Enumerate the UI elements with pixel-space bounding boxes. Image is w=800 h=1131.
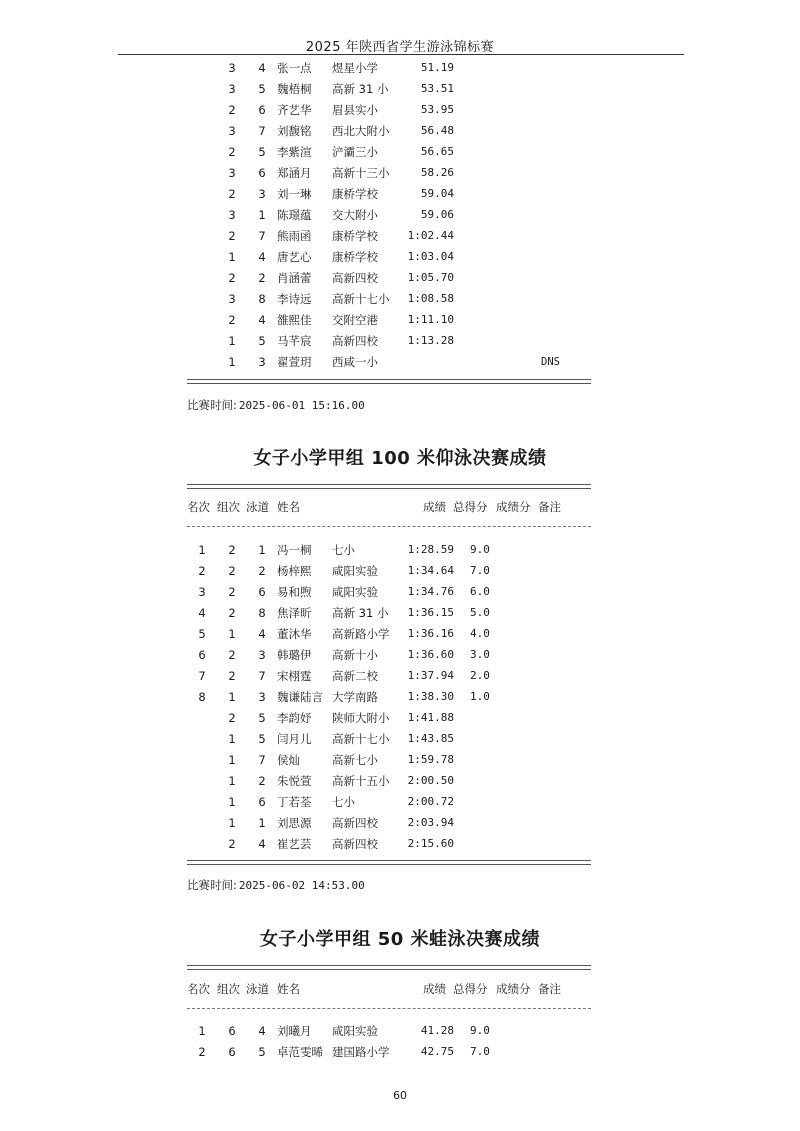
athlete-name: 郑涵月 (277, 166, 312, 180)
result-time: 1:28.59 (407, 543, 454, 556)
lane: 5 (258, 711, 266, 725)
lane: 1 (258, 543, 266, 557)
lane: 5 (258, 334, 266, 348)
lane: 1 (258, 816, 266, 830)
col-total: 总得分 (453, 500, 488, 514)
athlete-name: 董沐华 (277, 627, 312, 641)
athlete-name: 侯灿 (277, 753, 300, 767)
points: 9.0 (470, 543, 490, 556)
points: 1.0 (470, 690, 490, 703)
lane: 2 (258, 564, 266, 578)
group: 1 (228, 795, 236, 809)
table-row (0, 813, 800, 833)
page-number: 60 (393, 1089, 407, 1102)
lane: 4 (258, 837, 266, 851)
table-end-rule (187, 379, 591, 384)
group: 1 (228, 753, 236, 767)
header-rule (118, 54, 684, 55)
points: 3.0 (470, 648, 490, 661)
race-time (187, 397, 365, 413)
athlete-name: 刘曦月 (277, 1024, 312, 1038)
lane: 3 (258, 187, 266, 201)
table-row (0, 226, 800, 246)
table-row (0, 310, 800, 330)
group: 2 (228, 711, 236, 725)
athlete-name: 魏谦陆言 (277, 690, 323, 704)
table-row (0, 79, 800, 99)
table-row (0, 100, 800, 120)
table-row (0, 771, 800, 791)
section-title: 女子小学甲组 100 米仰泳决赛成绩 (253, 448, 547, 469)
group: 3 (228, 124, 236, 138)
group: 2 (228, 543, 236, 557)
group: 6 (228, 1024, 236, 1038)
school: 高新七小 (332, 753, 378, 767)
table-row (0, 142, 800, 162)
athlete-name: 李韵妤 (277, 711, 312, 725)
school: 高新四校 (332, 334, 378, 348)
rank: 6 (198, 648, 206, 662)
school: 交大附小 (332, 208, 378, 222)
athlete-name: 刘思源 (277, 816, 312, 830)
athlete-name: 肖涵蕾 (277, 271, 312, 285)
result-time: 53.95 (420, 103, 454, 116)
table-row (0, 331, 800, 351)
points: 7.0 (470, 564, 490, 577)
table-row (0, 58, 800, 78)
result-time: 1:59.78 (407, 753, 454, 766)
column-headers (0, 979, 800, 999)
school: 大学南路 (332, 690, 378, 704)
group: 2 (228, 606, 236, 620)
group: 2 (228, 648, 236, 662)
table-row (0, 729, 800, 749)
school: 高新 31 小 (332, 82, 389, 96)
result-time: 41.28 (420, 1024, 454, 1037)
group: 1 (228, 816, 236, 830)
lane: 4 (258, 313, 266, 327)
athlete-name: 崔艺芸 (277, 837, 312, 851)
col-lane: 泳道 (246, 500, 269, 514)
athlete-name: 冯一桐 (277, 543, 312, 557)
table-row (0, 121, 800, 141)
rank: 2 (198, 1045, 206, 1059)
rank: 4 (198, 606, 206, 620)
group: 3 (228, 292, 236, 306)
school: 高新四校 (332, 837, 378, 851)
result-time: 58.26 (420, 166, 454, 179)
rank: 8 (198, 690, 206, 704)
lane: 6 (258, 103, 266, 117)
group: 1 (228, 732, 236, 746)
group: 3 (228, 61, 236, 75)
col-name: 姓名 (277, 500, 300, 514)
athlete-name: 雒熙佳 (277, 313, 312, 327)
result-time: 1:38.30 (407, 690, 454, 703)
group: 1 (228, 355, 236, 369)
school: 七小 (332, 543, 355, 557)
lane: 5 (258, 145, 266, 159)
school: 高新四校 (332, 816, 378, 830)
rank: 2 (198, 564, 206, 578)
school: 高新 31 小 (332, 606, 389, 620)
athlete-name: 卓范雯晞 (277, 1045, 323, 1059)
rank: 5 (198, 627, 206, 641)
school: 眉县实小 (332, 103, 378, 117)
lane: 5 (258, 1045, 266, 1059)
athlete-name: 熊雨函 (277, 229, 312, 243)
lane: 4 (258, 61, 266, 75)
school: 康桥学校 (332, 250, 378, 264)
group: 3 (228, 166, 236, 180)
athlete-name: 易和煦 (277, 585, 312, 599)
athlete-name: 刘一琳 (277, 187, 312, 201)
lane: 3 (258, 355, 266, 369)
table-row (0, 352, 800, 372)
table-row (0, 834, 800, 854)
lane: 8 (258, 292, 266, 306)
col-note: 备注 (538, 500, 561, 514)
group: 1 (228, 334, 236, 348)
school: 煜星小学 (332, 61, 378, 75)
note: DNS (541, 356, 560, 368)
lane: 4 (258, 1024, 266, 1038)
result-time: 2:15.60 (407, 837, 454, 850)
athlete-name: 刘馥铭 (277, 124, 312, 138)
result-time: 1:36.60 (407, 648, 454, 661)
table-row (0, 750, 800, 770)
school: 高新路小学 (332, 627, 390, 641)
section-title: 女子小学甲组 50 米蛙泳决赛成绩 (259, 929, 541, 950)
competition-title: 2025 年陕西省学生游泳锦标赛 (305, 40, 495, 55)
column-headers (0, 497, 800, 517)
table-row (0, 582, 800, 602)
lane: 6 (258, 585, 266, 599)
athlete-name: 翟萱玥 (277, 355, 312, 369)
result-time: 53.51 (420, 82, 454, 95)
table-row (0, 268, 800, 288)
rank: 3 (198, 585, 206, 599)
lane: 4 (258, 250, 266, 264)
group: 2 (228, 145, 236, 159)
result-time: 1:43.85 (407, 732, 454, 745)
group: 3 (228, 208, 236, 222)
group: 2 (228, 271, 236, 285)
lane: 4 (258, 627, 266, 641)
table-top-rule (187, 965, 591, 970)
athlete-name: 李诗远 (277, 292, 312, 306)
result-time: 1:08.58 (407, 292, 454, 305)
col-score: 成绩分 (496, 500, 531, 514)
athlete-name: 唐艺心 (277, 250, 312, 264)
group: 1 (228, 627, 236, 641)
result-time: 1:03.04 (407, 250, 454, 263)
lane: 6 (258, 795, 266, 809)
result-time: 56.65 (420, 145, 454, 158)
result-time: 51.19 (420, 61, 454, 74)
col-lane: 泳道 (246, 982, 269, 996)
school: 咸阳实验 (332, 564, 378, 578)
group: 2 (228, 229, 236, 243)
points: 4.0 (470, 627, 490, 640)
group: 3 (228, 82, 236, 96)
group: 2 (228, 669, 236, 683)
group: 2 (228, 313, 236, 327)
athlete-name: 马芊宸 (277, 334, 312, 348)
result-time: 1:11.10 (407, 313, 454, 326)
athlete-name: 陈璟蕴 (277, 208, 312, 222)
athlete-name: 韩璐伊 (277, 648, 312, 662)
col-time: 成绩 (423, 500, 446, 514)
table-row (0, 666, 800, 686)
group: 2 (228, 585, 236, 599)
athlete-name: 李紫渲 (277, 145, 312, 159)
group: 1 (228, 250, 236, 264)
school: 咸阳实验 (332, 585, 378, 599)
result-time: 1:36.16 (407, 627, 454, 640)
header-rule (187, 1008, 591, 1009)
athlete-name: 魏梧桐 (277, 82, 312, 96)
result-time: 1:41.88 (407, 711, 454, 724)
school: 咸阳实验 (332, 1024, 378, 1038)
result-time: 2:00.72 (407, 795, 454, 808)
lane: 7 (258, 124, 266, 138)
col-group: 组次 (217, 982, 240, 996)
athlete-name: 杨梓熙 (277, 564, 312, 578)
school: 高新十小 (332, 648, 378, 662)
rank: 1 (198, 1024, 206, 1038)
athlete-name: 丁若荃 (277, 795, 312, 809)
group: 2 (228, 564, 236, 578)
race-time-value: 2025-06-01 15:16.00 (238, 399, 365, 412)
col-note: 备注 (538, 982, 561, 996)
lane: 7 (258, 229, 266, 243)
lane: 5 (258, 732, 266, 746)
athlete-name: 宋栩霆 (277, 669, 312, 683)
table-row (0, 289, 800, 309)
col-time: 成绩 (423, 982, 446, 996)
result-time: 1:34.64 (407, 564, 454, 577)
lane: 2 (258, 774, 266, 788)
table-row (0, 1021, 800, 1041)
group: 2 (228, 187, 236, 201)
points: 9.0 (470, 1024, 490, 1037)
table-row (0, 624, 800, 644)
result-time: 42.75 (420, 1045, 454, 1058)
col-score: 成绩分 (496, 982, 531, 996)
school: 高新四校 (332, 271, 378, 285)
race-time-value: 2025-06-02 14:53.00 (238, 879, 365, 892)
table-row (0, 645, 800, 665)
athlete-name: 齐艺华 (277, 103, 312, 117)
result-time: 1:05.70 (407, 271, 454, 284)
header-rule (187, 526, 591, 527)
lane: 6 (258, 166, 266, 180)
race-time-label: 比赛时间: (187, 398, 237, 412)
school: 西咸一小 (332, 355, 378, 369)
result-time: 59.04 (420, 187, 454, 200)
result-time: 2:03.94 (407, 816, 454, 829)
school: 建国路小学 (332, 1045, 390, 1059)
result-time: 1:34.76 (407, 585, 454, 598)
race-time (187, 877, 365, 893)
lane: 7 (258, 753, 266, 767)
col-group: 组次 (217, 500, 240, 514)
athlete-name: 焦泽昕 (277, 606, 312, 620)
rank: 1 (198, 543, 206, 557)
group: 1 (228, 774, 236, 788)
school: 高新十三小 (332, 166, 390, 180)
points: 2.0 (470, 669, 490, 682)
school: 浐灞三小 (332, 145, 378, 159)
athlete-name: 张一点 (277, 61, 312, 75)
school: 七小 (332, 795, 355, 809)
col-name: 姓名 (277, 982, 300, 996)
school: 陕师大附小 (332, 711, 390, 725)
table-row (0, 163, 800, 183)
school: 高新十七小 (332, 732, 390, 746)
result-time: 56.48 (420, 124, 454, 137)
table-row (0, 540, 800, 560)
col-total: 总得分 (453, 982, 488, 996)
table-row (0, 205, 800, 225)
table-top-rule (187, 484, 591, 489)
group: 2 (228, 103, 236, 117)
table-row (0, 1042, 800, 1062)
group: 6 (228, 1045, 236, 1059)
table-end-rule (187, 860, 591, 865)
school: 高新二校 (332, 669, 378, 683)
col-rank: 名次 (187, 500, 210, 514)
points: 5.0 (470, 606, 490, 619)
result-time: 2:00.50 (407, 774, 454, 787)
school: 西北大附小 (332, 124, 390, 138)
table-row (0, 247, 800, 267)
athlete-name: 朱悦萱 (277, 774, 312, 788)
result-time: 59.06 (420, 208, 454, 221)
athlete-name: 闫月儿 (277, 732, 312, 746)
school: 高新十五小 (332, 774, 390, 788)
table-row (0, 184, 800, 204)
table-row (0, 792, 800, 812)
table-row (0, 687, 800, 707)
points: 6.0 (470, 585, 490, 598)
school: 康桥学校 (332, 229, 378, 243)
lane: 2 (258, 271, 266, 285)
points: 7.0 (470, 1045, 490, 1058)
lane: 5 (258, 82, 266, 96)
lane: 1 (258, 208, 266, 222)
table-row (0, 561, 800, 581)
col-rank: 名次 (187, 982, 210, 996)
lane: 7 (258, 669, 266, 683)
group: 2 (228, 837, 236, 851)
result-time: 1:36.15 (407, 606, 454, 619)
rank: 7 (198, 669, 206, 683)
lane: 8 (258, 606, 266, 620)
lane: 3 (258, 690, 266, 704)
result-time: 1:13.28 (407, 334, 454, 347)
result-time: 1:37.94 (407, 669, 454, 682)
race-time-label: 比赛时间: (187, 878, 237, 892)
table-row (0, 603, 800, 623)
lane: 3 (258, 648, 266, 662)
table-row (0, 708, 800, 728)
group: 1 (228, 690, 236, 704)
school: 高新十七小 (332, 292, 390, 306)
school: 康桥学校 (332, 187, 378, 201)
result-time: 1:02.44 (407, 229, 454, 242)
school: 交附空港 (332, 313, 378, 327)
